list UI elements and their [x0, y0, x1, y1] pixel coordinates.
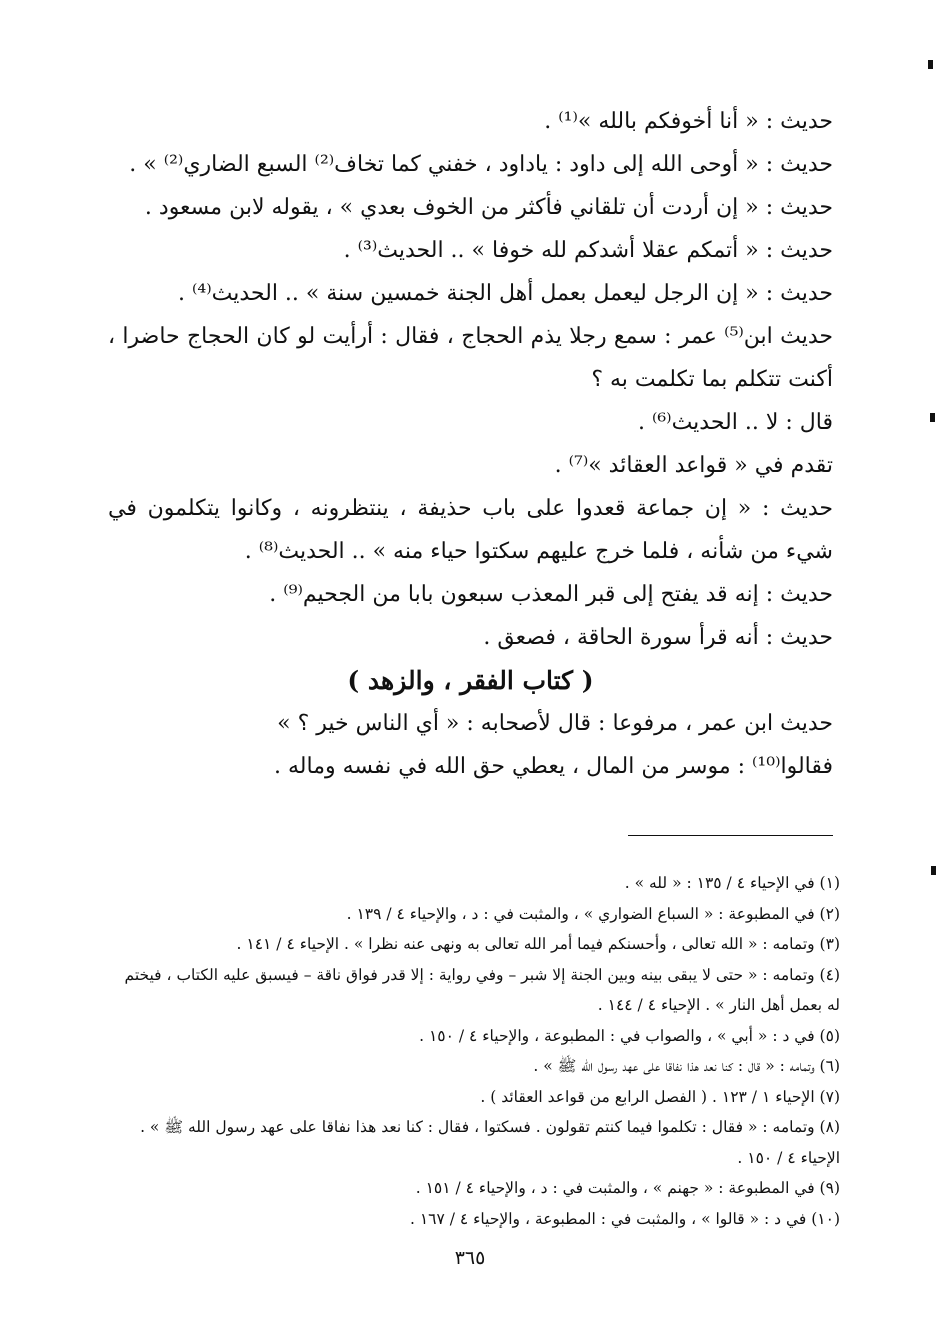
footnote: (٣) وتمامه : « الله تعالى ، وأحسنكم فيما أمر الله تعالى به ونهى عنه نظرا » . الإحياء ٤ / ١٤١ . [236, 935, 840, 953]
footnotes [108, 868, 840, 1234]
text-line: حديث : « إن الرجل ليعمل بعمل أهل الجنة خمسين سنة » .. الحديث⁽⁴⁾ . [178, 281, 833, 306]
footnote: (٨) وتمامه : « فقال : تكلموا فيما كنتم تقولون . فسكتوا ، فقال : كنا نعد هذا نفاقا على عهد رسول الله ﷺ » . الإحياء ٤ / ١٥٠ . [140, 1118, 840, 1167]
footnote: (٧) الإحياء ١ / ١٢٣ . ( الفصل الرابع من قواعد العقائد ) . [480, 1087, 840, 1106]
text-line: تقدم في « قواعد العقائد »⁽⁷⁾ . [554, 453, 833, 478]
text-line: حديث ابن عمر ، مرفوعا : قال لأصحابه : « أي الناس خير ؟ » [277, 711, 833, 736]
scan-mark [931, 866, 936, 875]
scan-mark [928, 60, 933, 69]
footnote: (٩) في المطبوعة : « جهنم » ، والمثبت في : د ، والإحياء ٤ / ١٥١ . [415, 1179, 840, 1197]
text-line: فقالوا⁽¹⁰⁾ : موسر من المال ، يعطي حق الله في نفسه وماله . [274, 754, 833, 779]
footnote-divider [628, 835, 833, 836]
footnote: (٢) في المطبوعة : « السباع الضواري » ، والمثبت في : د ، والإحياء ٤ / ١٣٩ . [346, 904, 840, 923]
text-line: حديث : « إن أردت أن تلقاني فأكثر من الخوف بعدي » ، يقوله لابن مسعود . [144, 195, 833, 220]
text-paragraph: حديث ابن⁽⁵⁾ عمر : سمع رجلا يذم الحجاج ، فقال : أرأيت لو كان الحجاج حاضرا ، أكنت تتكلم بما تكلمت به ؟ [108, 324, 833, 392]
footnote: (٦) وتمامه : « قال : كنا نعد هذا نفاقا على عهد رسول الله ﷺ » . [533, 1057, 840, 1075]
scan-mark [930, 413, 935, 422]
footnote: (١) في الإحياء ٤ / ١٣٥ : « لله » . [624, 874, 840, 892]
footnote: (٤) وتمامه : « حتى لا يبقى بينه وبين الجنة إلا شبر – وفي رواية : إلا قدر فواق ناقة – فيسبق عليه الكتاب ، فيختم له بعمل أهل النار » . الإحياء ٤ / ١٤٤ . [124, 965, 840, 1014]
footnote: (١٠) في د : « قالوا » ، والمثبت في : المطبوعة ، والإحياء ٤ / ١٦٧ . [409, 1209, 840, 1228]
text-line: قال : لا .. الحديث⁽⁶⁾ . [637, 410, 833, 435]
page-number: ٣٦٥ [454, 1247, 486, 1269]
text-line: حديث : « أوحى الله إلى داود : ياداود ، خفني كما تخاف⁽²⁾ السبع الضاري⁽²⁾ » . [129, 152, 833, 177]
text-line: حديث : أنه قرأ سورة الحاقة ، فصعق . [483, 625, 833, 650]
section-heading: ( كتاب الفقر ، والزهد ) [347, 666, 594, 695]
footnote: (٥) في د : « أبي » ، والصواب في : المطبوعة ، والإحياء ٤ / ١٥٠ . [419, 1026, 840, 1045]
main-text [108, 100, 833, 788]
text-line: حديث : « أنا أخوفكم بالله »⁽¹⁾ . [544, 109, 833, 134]
text-line: حديث : إنه قد يفتح إلى قبر المعذب سبعون بابا من الجحيم⁽⁹⁾ . [269, 582, 833, 607]
text-line: حديث : « أتمكم عقلا أشدكم لله خوفا » .. الحديث⁽³⁾ . [343, 238, 833, 263]
text-paragraph: حديث : « إن جماعة قعدوا على باب حذيفة ، ينتظرونه ، وكانوا يتكلمون في شيء من شأنه ، فلما خرج عليهم سكتوا حياء منه » .. الحديث⁽⁸⁾ . [108, 496, 833, 564]
